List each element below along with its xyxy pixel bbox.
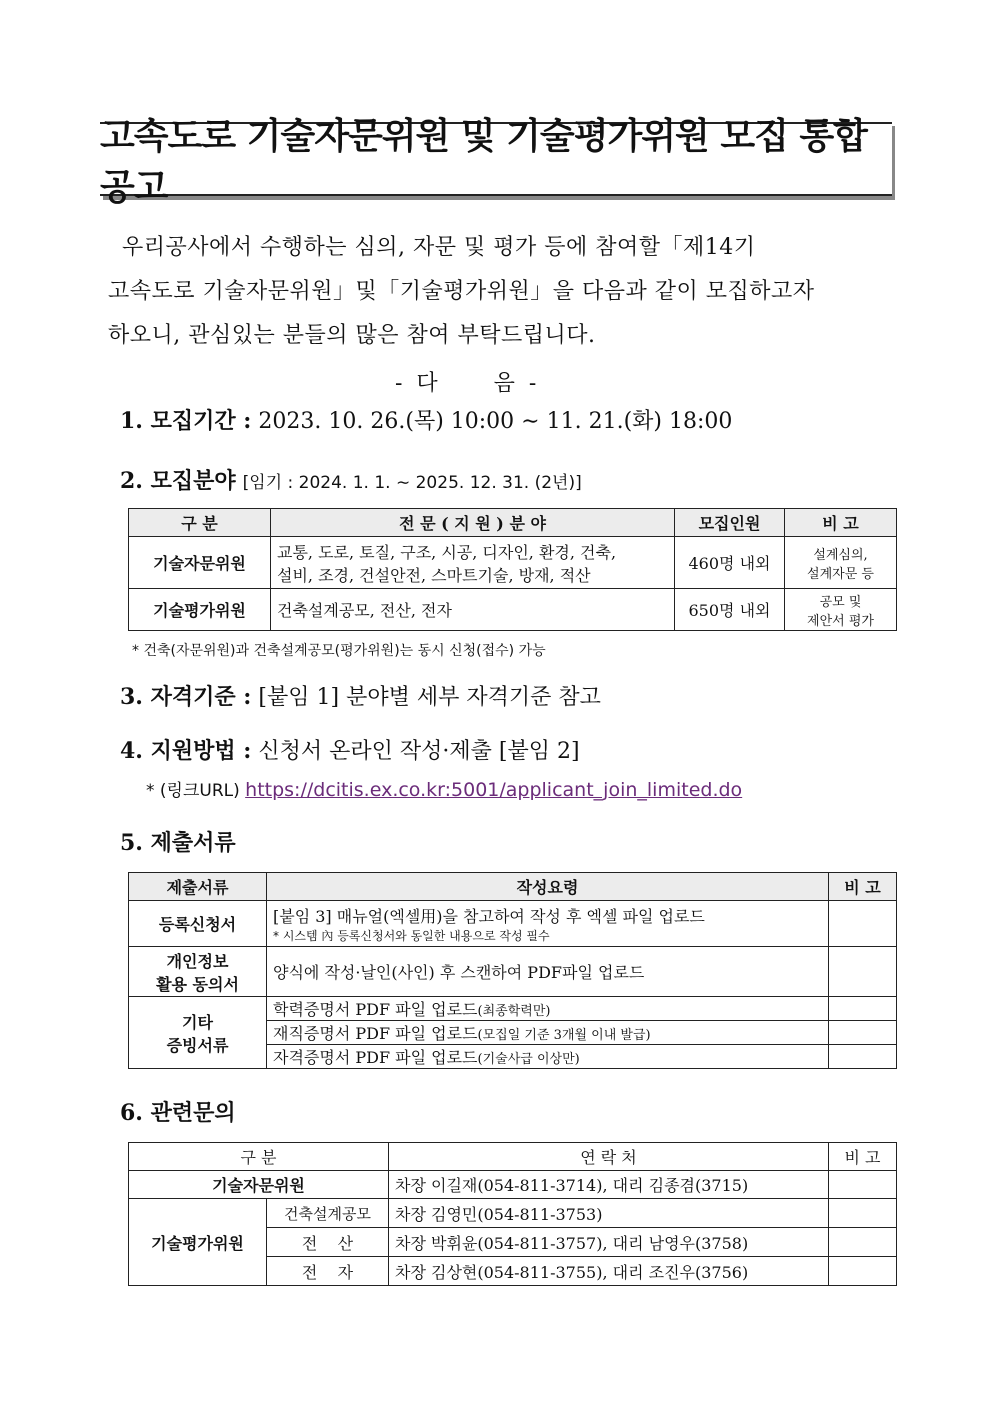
table-header: 전 문 ( 지 원 ) 분 야 [271, 509, 675, 537]
contact-group: 기술자문위원 [129, 1171, 389, 1199]
intro-line: 하오니, 관심있는 분들의 많은 참여 부탁드립니다. [108, 323, 596, 348]
doc-name: 등록신청서 [129, 901, 267, 947]
section-period [120, 404, 732, 435]
section-label: 2. 모집분야 [120, 468, 236, 494]
doc-guide [267, 901, 829, 947]
doc-note [829, 1045, 897, 1069]
title-box [100, 116, 892, 208]
table-row [129, 589, 897, 631]
doc-name-line: 개인정보 [166, 951, 229, 971]
term-note: [임기 : 2024. 1. 1. ∼ 2025. 12. 31. (2년)] [242, 473, 582, 493]
contact-table [128, 1142, 897, 1286]
section-contact [120, 1096, 236, 1127]
guide-sub: (기술사급 이상만) [477, 1052, 580, 1067]
section-method [120, 734, 580, 765]
section-label: 6. 관련문의 [120, 1100, 236, 1126]
intro-line: 우리공사에서 수행하는 심의, 자문 및 평가 등에 참여할「제14기 [122, 235, 756, 260]
section-label: 1. 모집기간 : [120, 408, 252, 434]
intro-paragraph [108, 226, 898, 358]
row-name: 기술자문위원 [129, 537, 271, 589]
table-header: 제출서류 [129, 873, 267, 901]
table-header: 작성요령 [267, 873, 829, 901]
table-row [129, 947, 897, 997]
section-value: 신청서 온라인 작성·제출 [붙임 2] [258, 739, 580, 764]
contact-info: 차장 박휘윤(054-811-3757), 대리 남영우(3758) [389, 1228, 829, 1257]
link-line [146, 776, 742, 801]
guide-sub: (최종학력만) [477, 1004, 551, 1019]
doc-name-line: 증빙서류 [166, 1035, 229, 1055]
guide-sub: * 시스템 內 등록신청서와 동일한 내용으로 작성 필수 [273, 928, 550, 943]
table-header: 비 고 [785, 509, 897, 537]
contact-info: 차장 김영민(054-811-3753) [389, 1199, 829, 1228]
note-line: 제안서 평가 [807, 613, 874, 629]
row-count: 650명 내외 [675, 589, 785, 631]
table-row [129, 537, 897, 589]
contact-note [829, 1199, 897, 1228]
row-field [271, 537, 675, 589]
doc-note [829, 947, 897, 997]
section-divider-text: - 다 음 - [395, 371, 537, 396]
table-row [129, 1171, 897, 1199]
doc-name-line: 활용 동의서 [156, 974, 239, 994]
document-title: 고속도로 기술자문위원 및 기술평가위원 모집 통합공고 [100, 116, 867, 208]
documents-table [128, 872, 897, 1069]
row-field: 건축설계공모, 전산, 전자 [271, 589, 675, 631]
contact-subgroup: 건축설계공모 [267, 1199, 389, 1228]
section-value: [붙임 1] 분야별 세부 자격기준 참고 [258, 685, 601, 710]
table-header: 비 고 [829, 1143, 897, 1171]
doc-guide [267, 1021, 829, 1045]
contact-group: 기술평가위원 [129, 1199, 267, 1286]
contact-subgroup: 전 자 [267, 1257, 389, 1286]
doc-name [129, 997, 267, 1069]
intro-line: 고속도로 기술자문위원」및「기술평가위원」을 다음과 같이 모집하고자 [108, 279, 815, 304]
doc-name-line: 기타 [182, 1012, 213, 1032]
contact-note [829, 1171, 897, 1199]
note-line: 설계자문 등 [807, 566, 874, 582]
row-name: 기술평가위원 [129, 589, 271, 631]
table-row [129, 997, 897, 1021]
row-note [785, 589, 897, 631]
field-line: 설비, 조경, 건설안전, 스마트기술, 방재, 적산 [277, 565, 591, 585]
contact-note [829, 1257, 897, 1286]
table-header: 연 락 처 [389, 1143, 829, 1171]
note-line: 설계심의, [813, 547, 868, 563]
table-row [129, 901, 897, 947]
doc-guide [267, 1045, 829, 1069]
guide-main: [붙임 3] 매뉴얼(엑셀用)을 참고하여 작성 후 엑셀 파일 업로드 [273, 906, 705, 926]
note-line: 공모 및 [819, 594, 862, 610]
section-field [120, 464, 582, 495]
contact-info: 차장 이길재(054-811-3714), 대리 김종겸(3715) [389, 1171, 829, 1199]
section-label: 5. 제출서류 [120, 830, 236, 856]
guide-main: 학력증명서 PDF 파일 업로드 [273, 1000, 478, 1019]
field-line: 교통, 도로, 토질, 구조, 시공, 디자인, 환경, 건축, [277, 542, 617, 562]
doc-guide: 양식에 작성·날인(사인) 후 스캔하여 PDF파일 업로드 [267, 947, 829, 997]
applicant-link[interactable]: https://dcitis.ex.co.kr:5001/applicant_join_limited.do [245, 779, 743, 801]
contact-subgroup: 전 산 [267, 1228, 389, 1257]
section-value: 2023. 10. 26.(목) 10:00 ∼ 11. 21.(화) 18:00 [258, 409, 733, 434]
table-footnote: * 건축(자문위원)과 건축설계공모(평가위원)는 동시 신청(접수) 가능 [132, 643, 546, 659]
table-header: 구 분 [129, 1143, 389, 1171]
section-label: 3. 자격기준 : [120, 684, 252, 710]
recruit-field-table [128, 508, 897, 631]
section-documents [120, 826, 236, 857]
guide-sub: (모집일 기준 3개월 이내 발급) [477, 1028, 651, 1043]
row-count: 460명 내외 [675, 537, 785, 589]
guide-main: 재직증명서 PDF 파일 업로드 [273, 1024, 478, 1043]
doc-guide [267, 997, 829, 1021]
link-prefix: * (링크URL) [146, 781, 240, 801]
table-row [129, 1199, 897, 1228]
section-qualification [120, 680, 601, 711]
doc-name [129, 947, 267, 997]
contact-info: 차장 김상현(054-811-3755), 대리 조진우(3756) [389, 1257, 829, 1286]
table-header: 비 고 [829, 873, 897, 901]
doc-note [829, 901, 897, 947]
table-header: 구 분 [129, 509, 271, 537]
section-label: 4. 지원방법 : [120, 738, 252, 764]
doc-note [829, 997, 897, 1021]
row-note [785, 537, 897, 589]
doc-note [829, 1021, 897, 1045]
guide-main: 자격증명서 PDF 파일 업로드 [273, 1048, 478, 1067]
table-header: 모집인원 [675, 509, 785, 537]
contact-note [829, 1228, 897, 1257]
